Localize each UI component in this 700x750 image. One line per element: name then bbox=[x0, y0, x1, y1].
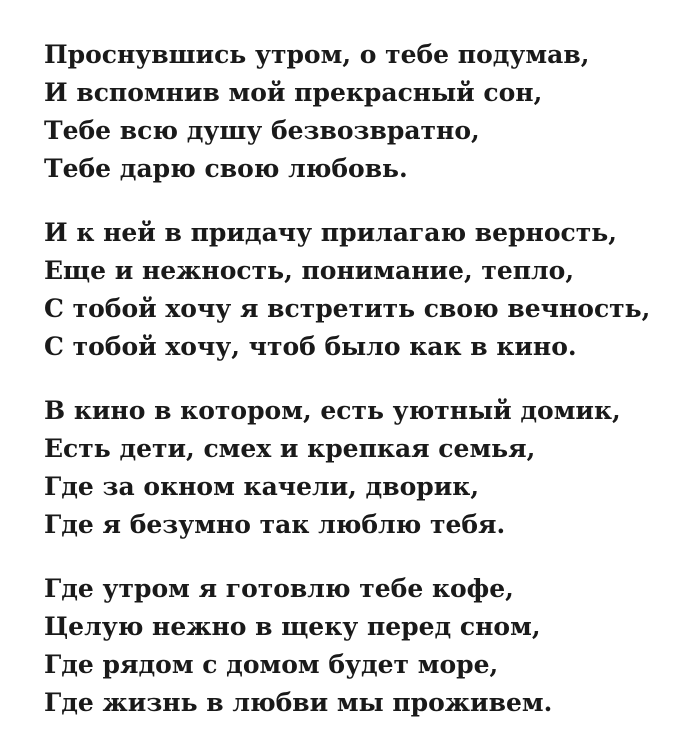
poem-line: Еще и нежность, понимание, тепло, bbox=[44, 256, 575, 285]
poem-line: Целую нежно в щеку перед сном, bbox=[44, 612, 541, 641]
poem-line: Где за окном качели, дворик, bbox=[44, 472, 480, 501]
poem-line: С тобой хочу, чтоб было как в кино. bbox=[44, 332, 577, 361]
poem-line: Где рядом с домом будет море, bbox=[44, 650, 499, 679]
poem-line: Проснувшись утром, о тебе подумав, bbox=[44, 40, 590, 69]
poem-stanza bbox=[44, 570, 656, 722]
poem-line: И вспомнив мой прекрасный сон, bbox=[44, 78, 543, 107]
poem-line: Где утром я готовлю тебе кофе, bbox=[44, 574, 514, 603]
poem-stanza bbox=[44, 214, 656, 366]
poem-line: И к ней в придачу прилагаю верность, bbox=[44, 218, 617, 247]
poem-line: Тебе дарю свою любовь. bbox=[44, 154, 408, 183]
poem-line: Есть дети, смех и крепкая семья, bbox=[44, 434, 536, 463]
poem-line: В кино в котором, есть уютный домик, bbox=[44, 396, 621, 425]
poem-stanza bbox=[44, 36, 656, 188]
poem-line: Тебе всю душу безвозвратно, bbox=[44, 116, 480, 145]
poem-line: Где я безумно так люблю тебя. bbox=[44, 510, 506, 539]
poem-stanza bbox=[44, 392, 656, 544]
poem-line: С тобой хочу я встретить свою вечность, bbox=[44, 294, 651, 323]
poem-line: Где жизнь в любви мы проживем. bbox=[44, 688, 553, 717]
